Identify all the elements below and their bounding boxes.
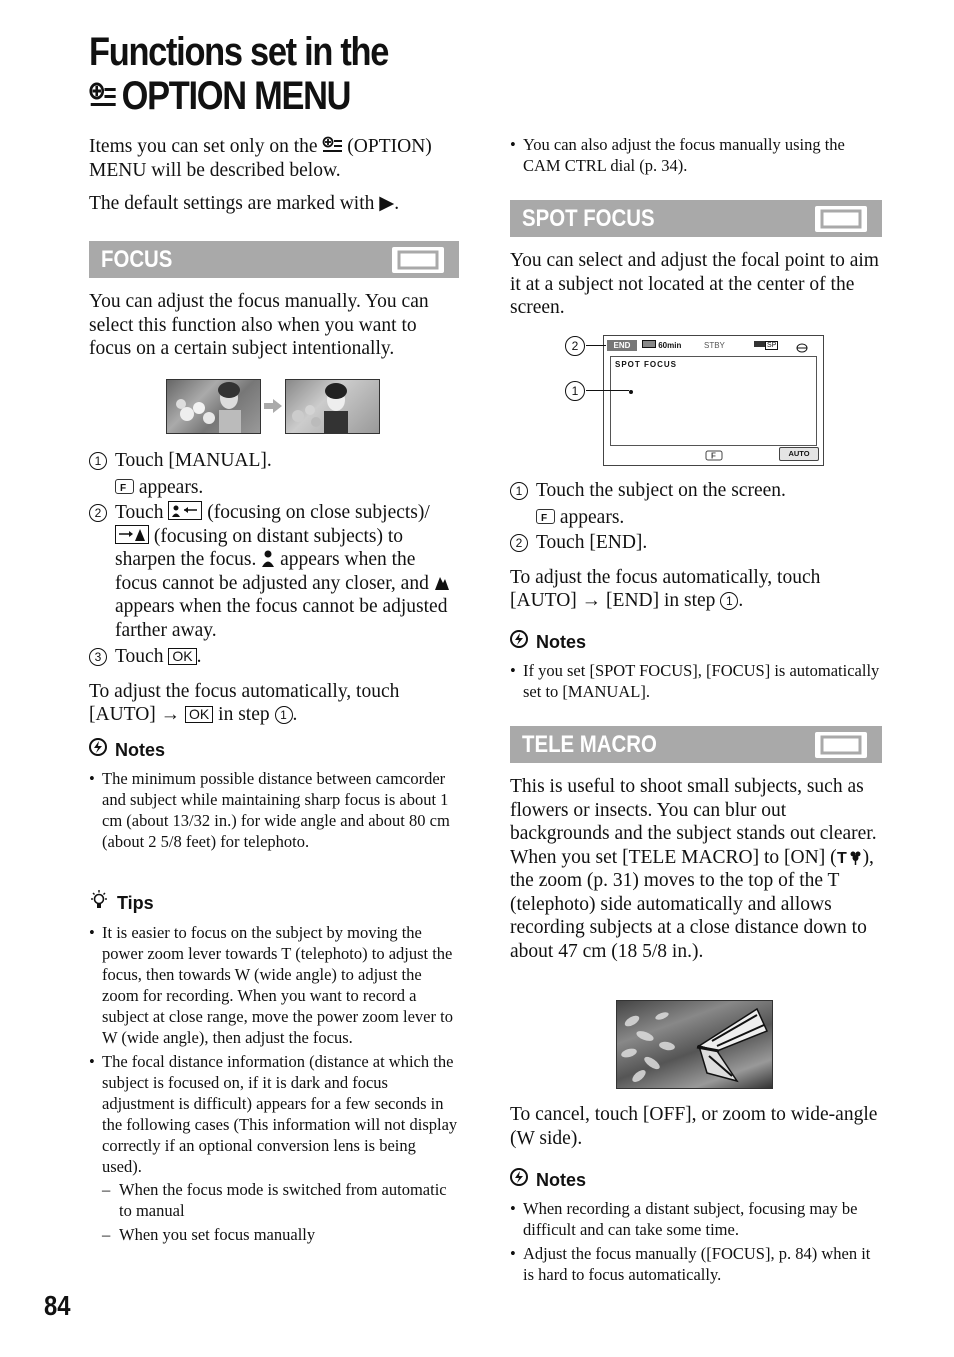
focus-photo-before	[166, 379, 261, 434]
arrow-right-icon	[264, 399, 282, 418]
title-line-1: Functions set in the	[89, 30, 389, 74]
focus-tip-subitem: – When the focus mode is switched from automatic to manual	[102, 1179, 459, 1221]
option-menu-icon	[322, 136, 342, 157]
manual-focus-icon	[115, 479, 134, 494]
near-limit-icon	[261, 549, 275, 570]
spot-focus-steps	[510, 479, 882, 613]
tips-lightbulb-icon	[89, 890, 109, 915]
focus-step-3: 3 Touch OK .	[89, 645, 459, 669]
cam-ctrl-note: • You can also adjust the focus manually using the CAM CTRL dial (p. 34).	[510, 134, 882, 176]
far-focus-button-icon	[115, 525, 149, 544]
tele-macro-description: This is useful to shoot small subjects, such as flowers or insects. You can blur out backgrounds and the subject stands out clearer. When you set [TELE MACRO] to [ON] ( T ), the zoom (p. 31) moves to the top of the T (telephoto) side automatically and allows recording subjects at a close distance down to about 47 cm (18 5/8 in.).	[510, 776, 877, 962]
focus-step-2: 2 Touch (focusing on close subjects)/ (focusing on distant subjects) to sharpen the focus. appears when the focus cannot be adjusted any closer, and appears when the focus cannot be adjusted farther away.	[89, 501, 459, 642]
focus-step-1: 1 Touch [MANUAL]. F appears.	[89, 449, 459, 499]
intro-text-1: Items you can set only on the	[89, 136, 318, 157]
svg-text:T: T	[836, 849, 847, 866]
focus-photo-after	[285, 379, 380, 434]
spot-focus-lcd-screen: END 60min STBY SP SPOT FOCUS F AUTO	[603, 335, 824, 466]
manual-focus-icon	[705, 448, 723, 466]
tele-macro-note-item: • When recording a distant subject, focusing may be difficult and can take some time.	[510, 1198, 882, 1240]
focus-point-marker	[629, 390, 633, 394]
ok-button-icon: OK	[168, 648, 196, 665]
spot-step-2: 2 Touch [END].	[510, 531, 882, 555]
focus-heading: FOCUS	[89, 241, 459, 278]
lcd-viewfinder	[610, 356, 817, 446]
intro-text-2: (OPTION) MENU will be described below.	[89, 136, 432, 181]
svg-text:F: F	[711, 451, 716, 461]
notes-icon	[510, 630, 528, 653]
spot-focus-notes: Notes • If you set [SPOT FOCUS], [FOCUS] is automatically set to [MANUAL].	[510, 630, 882, 705]
focus-auto-note: To adjust the focus automatically, touch [AUTO] → OK in step 1 .	[89, 680, 400, 725]
page-number: 84	[44, 1290, 71, 1321]
callout-2: 2	[565, 336, 585, 356]
callout-1: 1	[565, 381, 585, 401]
title-line-2: OPTION MENU	[121, 74, 351, 118]
lcd-spot-focus-label: SPOT FOCUS	[615, 360, 678, 369]
page-title	[89, 30, 450, 121]
tele-macro-heading: TELE MACRO	[510, 726, 882, 763]
spot-step-1: 1 Touch the subject on the screen. F appears.	[510, 479, 882, 529]
notes-icon	[510, 1168, 528, 1191]
focus-tips: Tips • It is easier to focus on the subject by moving the power zoom lever towards T (telephoto) to adjust the focus, then towards W (wide angle) to adjust the zoom for recording. When you want to record a subject at close range, move the power zoom lever to W (wide angle), then adjust the focus. • The focal distance information (distance at which the subject is focused on, if it is dark and focus adjustment is difficult) appears for a few seconds in the following cases (This information will not display correctly if an optional conversion lens is being used). – When the focus mode is switched from automatic to manual – When you set focus manually	[89, 890, 459, 1248]
battery-icon	[642, 340, 656, 348]
movie-mode-icon	[391, 246, 445, 274]
spot-focus-heading: SPOT FOCUS	[510, 200, 882, 237]
focus-tip-item: • It is easier to focus on the subject by moving the power zoom lever towards T (telephoto) to adjust the focus, then towards W (wide angle) to adjust the zoom for recording. When you want to record a subject at close range, move the power zoom lever to W (wide angle), then adjust the focus.	[89, 922, 459, 1048]
movie-mode-icon	[814, 205, 868, 233]
record-mode-icon	[754, 341, 765, 347]
focus-steps	[89, 449, 459, 727]
focus-tip-subitem: – When you set focus manually	[102, 1224, 459, 1245]
tele-macro-note-item: • Adjust the focus manually ([FOCUS], p. 84) when it is hard to focus automatically.	[510, 1243, 882, 1285]
spot-auto-note: To adjust the focus automatically, touch [AUTO] → [END] in step 1 .	[510, 566, 821, 611]
intro-default-note: The default settings are marked with ▶.	[89, 193, 400, 214]
notes-icon	[89, 738, 107, 761]
focus-description: You can adjust the focus manually. You can select this function also when you want to focus on a certain subject intentionally.	[89, 291, 429, 359]
lcd-stby: STBY	[704, 341, 725, 350]
near-focus-button-icon	[168, 501, 202, 520]
option-menu-icon	[89, 77, 117, 121]
tele-macro-cancel: To cancel, touch [OFF], or zoom to wide-angle (W side).	[510, 1104, 878, 1149]
spot-note-item: • If you set [SPOT FOCUS], [FOCUS] is automatically set to [MANUAL].	[510, 660, 882, 702]
tele-macro-icon	[837, 847, 863, 868]
far-limit-icon	[434, 573, 450, 594]
spot-focus-description: You can select and adjust the focal point to aim it at a subject not located at the center of the screen.	[510, 250, 879, 318]
tele-macro-butterfly-photo	[616, 1000, 773, 1089]
tele-macro-notes: Notes • When recording a distant subject, focusing may be difficult and can take some time. • Adjust the focus manually ([FOCUS], p. 84) when it is hard to focus automatically.	[510, 1168, 882, 1288]
focus-notes: Notes • The minimum possible distance between camcorder and subject while maintaining sharp focus is about 1 cm (about 13/32 in.) for wide angle and about 80 cm (about 2 5/8 feet) for telephoto.	[89, 738, 459, 855]
lcd-auto-button: AUTO	[779, 447, 819, 461]
lcd-end-button: END	[607, 340, 637, 351]
intro	[89, 135, 459, 216]
focus-tip-item: • The focal distance information (distance at which the subject is focused on, if it is dark and focus adjustment is difficult) appears for a few seconds in the following cases (This information will not display correctly if an optional conversion lens is being used). – When the focus mode is switched from automatic to manual – When you set focus manually	[89, 1051, 459, 1245]
focus-note-item: • The minimum possible distance between camcorder and subject while maintaining sharp focus is about 1 cm (about 13/32 in.) for wide angle and about 80 cm (about 2 5/8 feet) for telephoto.	[89, 768, 459, 852]
movie-mode-icon	[814, 731, 868, 759]
manual-focus-icon	[536, 509, 555, 524]
